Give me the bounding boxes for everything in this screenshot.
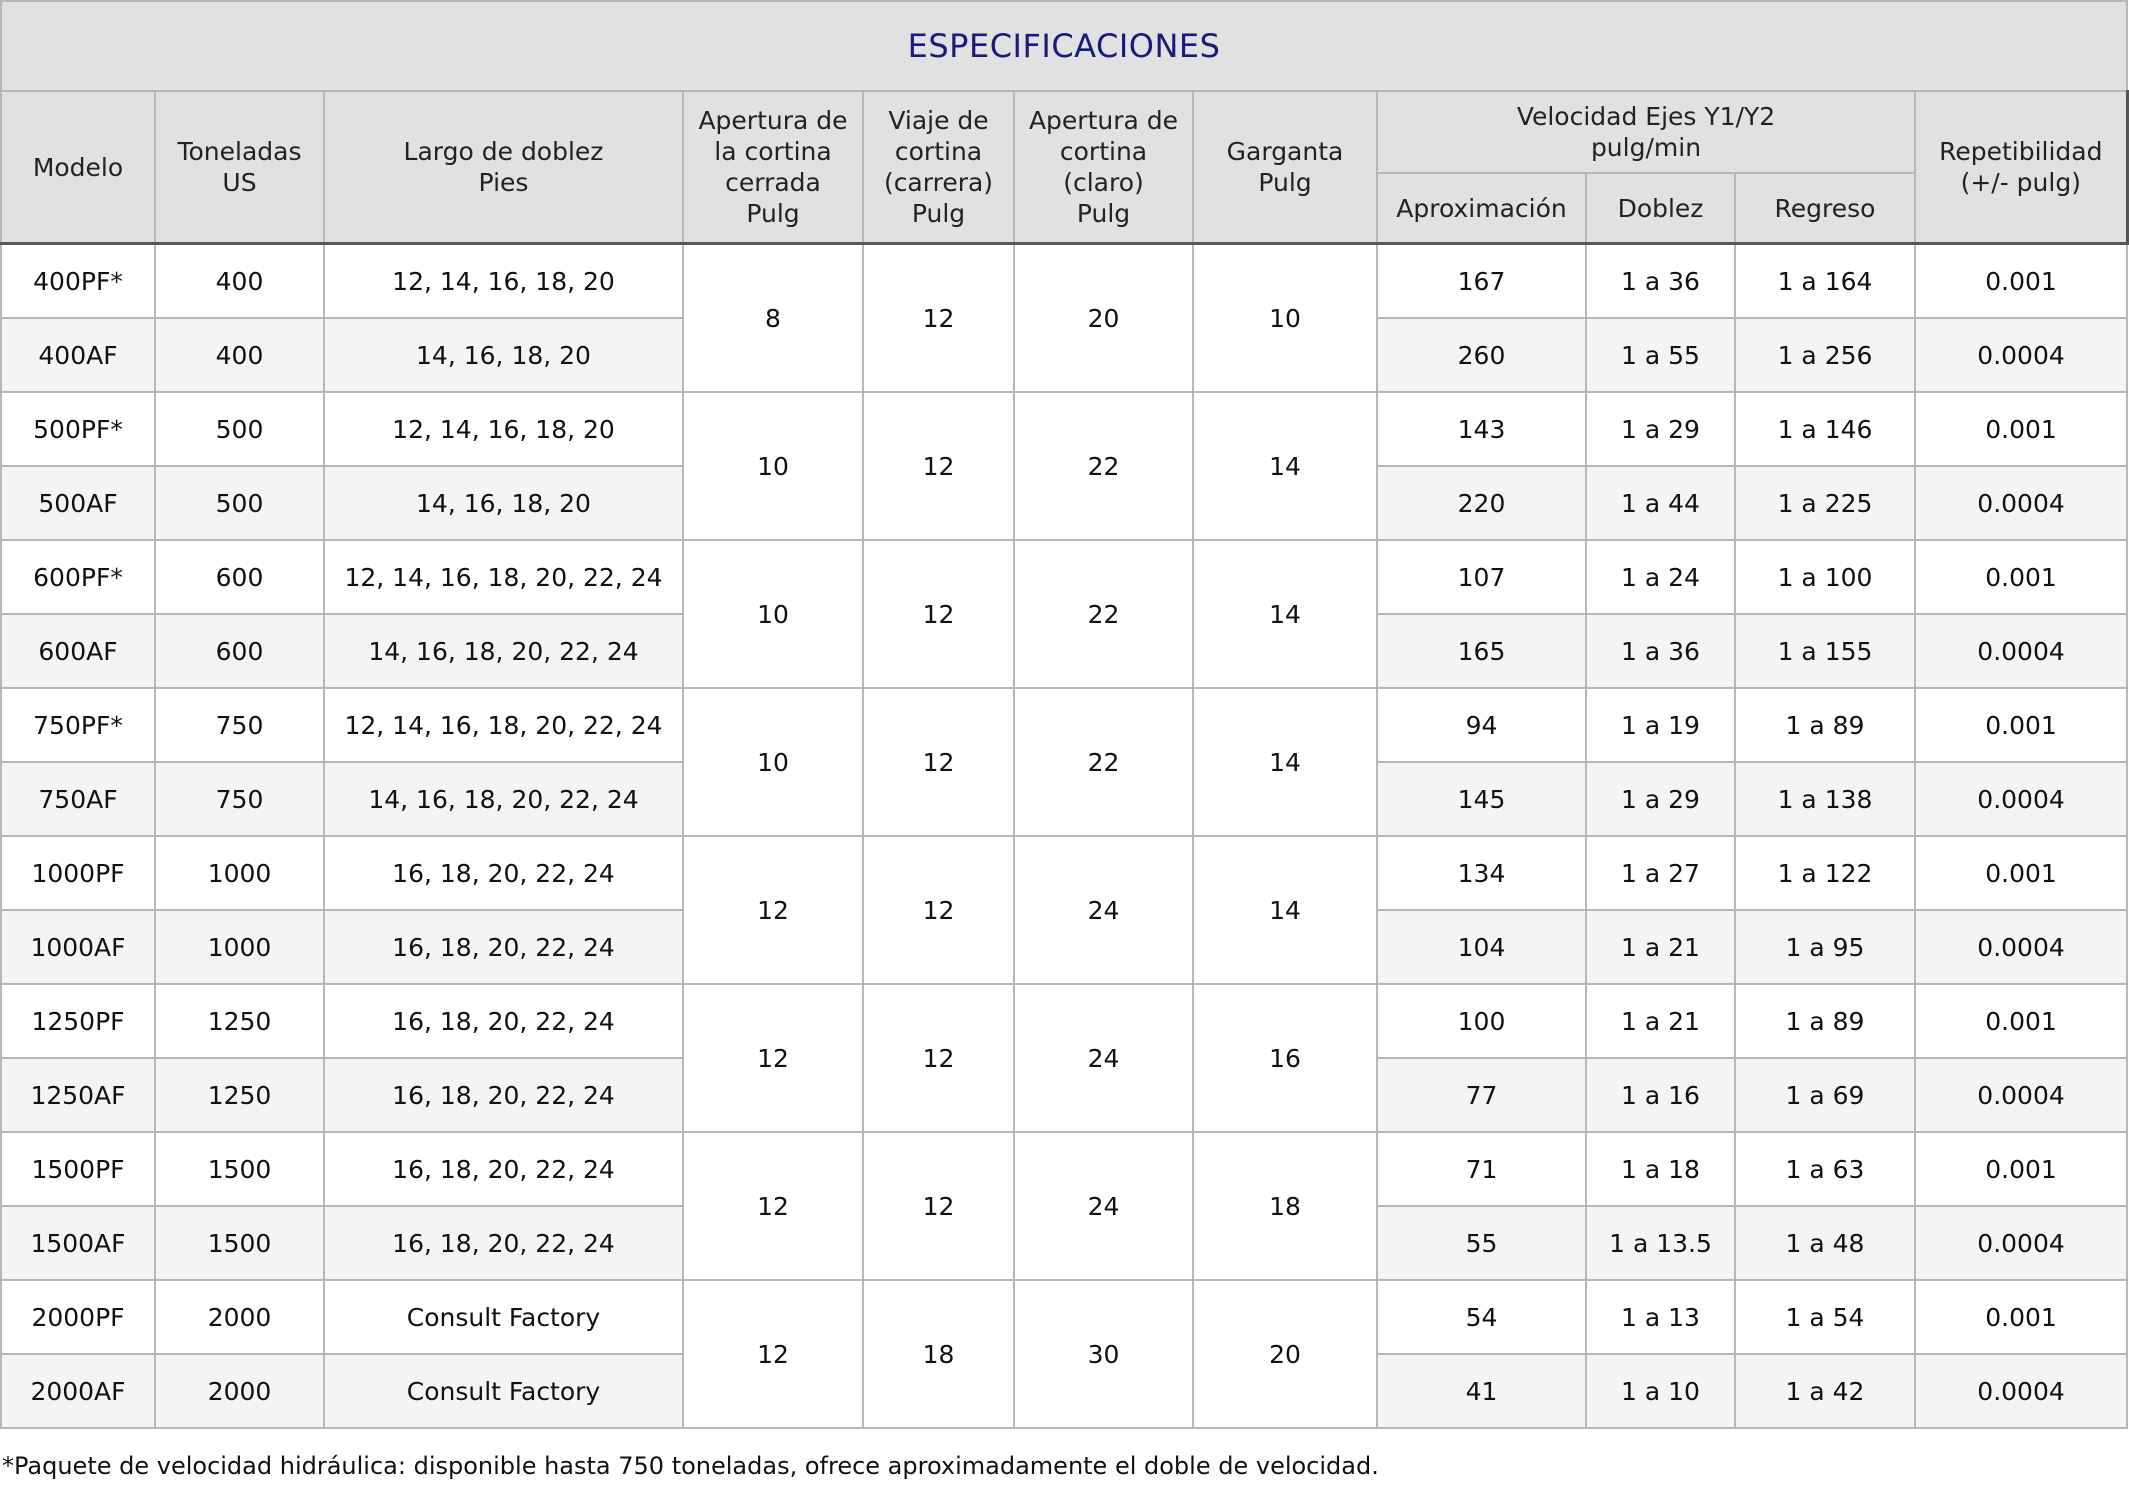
cell-regreso: 1 a 69 bbox=[1735, 1058, 1915, 1132]
header-repetibilidad bbox=[1915, 91, 2127, 244]
header-line: Pies bbox=[478, 168, 529, 197]
cell-modelo: 1250AF bbox=[1, 1058, 155, 1132]
cell-doblez: 1 a 36 bbox=[1586, 244, 1735, 319]
header-line: Toneladas bbox=[177, 137, 302, 166]
cell-doblez: 1 a 21 bbox=[1586, 910, 1735, 984]
header-toneladas bbox=[155, 91, 324, 244]
cell-modelo: 2000AF bbox=[1, 1354, 155, 1428]
cell-aproximacion: 260 bbox=[1377, 318, 1586, 392]
footnote: *Paquete de velocidad hidráulica: disponible hasta 750 toneladas, ofrece aproximadamente el doble de velocidad. bbox=[2, 1452, 1379, 1480]
cell-regreso: 1 a 89 bbox=[1735, 688, 1915, 762]
cell-aproximacion: 100 bbox=[1377, 984, 1586, 1058]
cell-largo-doblez: 16, 18, 20, 22, 24 bbox=[324, 984, 683, 1058]
header-modelo: Modelo bbox=[1, 91, 155, 244]
cell-regreso: 1 a 122 bbox=[1735, 836, 1915, 910]
cell-viaje: 12 bbox=[863, 244, 1014, 393]
cell-apertura-claro: 30 bbox=[1014, 1280, 1193, 1428]
cell-doblez: 1 a 18 bbox=[1586, 1132, 1735, 1206]
table-row bbox=[1, 540, 2127, 614]
header-line: Repetibilidad bbox=[1939, 137, 2103, 166]
cell-toneladas: 1000 bbox=[155, 910, 324, 984]
cell-aproximacion: 165 bbox=[1377, 614, 1586, 688]
cell-apertura-cerrada: 12 bbox=[683, 1280, 863, 1428]
cell-doblez: 1 a 29 bbox=[1586, 392, 1735, 466]
cell-largo-doblez: 16, 18, 20, 22, 24 bbox=[324, 836, 683, 910]
cell-viaje: 12 bbox=[863, 984, 1014, 1132]
cell-doblez: 1 a 19 bbox=[1586, 688, 1735, 762]
cell-aproximacion: 220 bbox=[1377, 466, 1586, 540]
cell-regreso: 1 a 146 bbox=[1735, 392, 1915, 466]
cell-toneladas: 1250 bbox=[155, 984, 324, 1058]
cell-modelo: 400AF bbox=[1, 318, 155, 392]
cell-doblez: 1 a 21 bbox=[1586, 984, 1735, 1058]
cell-apertura-claro: 22 bbox=[1014, 392, 1193, 540]
cell-toneladas: 2000 bbox=[155, 1354, 324, 1428]
cell-garganta: 14 bbox=[1193, 836, 1377, 984]
cell-aproximacion: 104 bbox=[1377, 910, 1586, 984]
header-line: cerrada bbox=[725, 168, 821, 197]
cell-aproximacion: 41 bbox=[1377, 1354, 1586, 1428]
header-line: (claro) bbox=[1063, 168, 1144, 197]
cell-modelo: 500PF* bbox=[1, 392, 155, 466]
cell-aproximacion: 143 bbox=[1377, 392, 1586, 466]
cell-regreso: 1 a 225 bbox=[1735, 466, 1915, 540]
cell-modelo: 1000AF bbox=[1, 910, 155, 984]
cell-regreso: 1 a 164 bbox=[1735, 244, 1915, 319]
cell-modelo: 2000PF bbox=[1, 1280, 155, 1354]
cell-apertura-cerrada: 10 bbox=[683, 392, 863, 540]
cell-regreso: 1 a 138 bbox=[1735, 762, 1915, 836]
cell-toneladas: 750 bbox=[155, 762, 324, 836]
cell-repetibilidad: 0.001 bbox=[1915, 688, 2127, 762]
cell-modelo: 400PF* bbox=[1, 244, 155, 319]
cell-repetibilidad: 0.001 bbox=[1915, 244, 2127, 319]
table-row bbox=[1, 244, 2127, 319]
header-regreso: Regreso bbox=[1735, 173, 1915, 244]
cell-doblez: 1 a 44 bbox=[1586, 466, 1735, 540]
cell-toneladas: 1500 bbox=[155, 1206, 324, 1280]
cell-apertura-claro: 24 bbox=[1014, 984, 1193, 1132]
cell-apertura-claro: 22 bbox=[1014, 540, 1193, 688]
cell-aproximacion: 145 bbox=[1377, 762, 1586, 836]
table-row bbox=[1, 1132, 2127, 1206]
header-line: pulg/min bbox=[1590, 133, 1702, 162]
cell-garganta: 14 bbox=[1193, 540, 1377, 688]
cell-repetibilidad: 0.0004 bbox=[1915, 910, 2127, 984]
cell-apertura-cerrada: 10 bbox=[683, 688, 863, 836]
header-line: Viaje de bbox=[888, 106, 989, 135]
cell-repetibilidad: 0.001 bbox=[1915, 1280, 2127, 1354]
cell-viaje: 12 bbox=[863, 1132, 1014, 1280]
header-doblez: Doblez bbox=[1586, 173, 1735, 244]
cell-doblez: 1 a 13.5 bbox=[1586, 1206, 1735, 1280]
cell-repetibilidad: 0.001 bbox=[1915, 1132, 2127, 1206]
cell-regreso: 1 a 89 bbox=[1735, 984, 1915, 1058]
cell-modelo: 1000PF bbox=[1, 836, 155, 910]
cell-repetibilidad: 0.0004 bbox=[1915, 1058, 2127, 1132]
cell-repetibilidad: 0.0004 bbox=[1915, 614, 2127, 688]
header-line: Pulg bbox=[1076, 199, 1131, 228]
cell-garganta: 20 bbox=[1193, 1280, 1377, 1428]
cell-garganta: 10 bbox=[1193, 244, 1377, 393]
cell-largo-doblez: 14, 16, 18, 20 bbox=[324, 318, 683, 392]
header-garganta bbox=[1193, 91, 1377, 244]
header-line: (carrera) bbox=[883, 168, 994, 197]
cell-doblez: 1 a 29 bbox=[1586, 762, 1735, 836]
cell-regreso: 1 a 95 bbox=[1735, 910, 1915, 984]
cell-garganta: 14 bbox=[1193, 392, 1377, 540]
cell-garganta: 18 bbox=[1193, 1132, 1377, 1280]
header-aproximacion: Aproximación bbox=[1377, 173, 1586, 244]
header-line: Pulg bbox=[1258, 168, 1312, 197]
cell-toneladas: 400 bbox=[155, 244, 324, 319]
cell-toneladas: 750 bbox=[155, 688, 324, 762]
cell-largo-doblez: 12, 14, 16, 18, 20, 22, 24 bbox=[324, 688, 683, 762]
cell-largo-doblez: 12, 14, 16, 18, 20, 22, 24 bbox=[324, 540, 683, 614]
cell-garganta: 16 bbox=[1193, 984, 1377, 1132]
cell-modelo: 1250PF bbox=[1, 984, 155, 1058]
cell-doblez: 1 a 36 bbox=[1586, 614, 1735, 688]
cell-toneladas: 2000 bbox=[155, 1280, 324, 1354]
cell-aproximacion: 107 bbox=[1377, 540, 1586, 614]
cell-aproximacion: 134 bbox=[1377, 836, 1586, 910]
cell-regreso: 1 a 48 bbox=[1735, 1206, 1915, 1280]
cell-modelo: 1500AF bbox=[1, 1206, 155, 1280]
cell-regreso: 1 a 256 bbox=[1735, 318, 1915, 392]
header-line: Velocidad Ejes Y1/Y2 bbox=[1516, 102, 1776, 131]
header-line: (+/- pulg) bbox=[1960, 168, 2081, 197]
cell-largo-doblez: 12, 14, 16, 18, 20 bbox=[324, 392, 683, 466]
cell-viaje: 12 bbox=[863, 836, 1014, 984]
header-line: Largo de doblez bbox=[403, 137, 604, 166]
cell-regreso: 1 a 155 bbox=[1735, 614, 1915, 688]
cell-toneladas: 1000 bbox=[155, 836, 324, 910]
cell-toneladas: 500 bbox=[155, 392, 324, 466]
table-row bbox=[1, 688, 2127, 762]
cell-modelo: 1500PF bbox=[1, 1132, 155, 1206]
header-line: la cortina bbox=[714, 137, 832, 166]
cell-doblez: 1 a 24 bbox=[1586, 540, 1735, 614]
cell-modelo: 600AF bbox=[1, 614, 155, 688]
cell-apertura-cerrada: 10 bbox=[683, 540, 863, 688]
cell-regreso: 1 a 54 bbox=[1735, 1280, 1915, 1354]
cell-largo-doblez: Consult Factory bbox=[324, 1354, 683, 1428]
cell-largo-doblez: 16, 18, 20, 22, 24 bbox=[324, 1132, 683, 1206]
cell-apertura-claro: 24 bbox=[1014, 1132, 1193, 1280]
header-apertura-cerrada bbox=[683, 91, 863, 244]
cell-apertura-cerrada: 12 bbox=[683, 836, 863, 984]
cell-apertura-cerrada: 12 bbox=[683, 984, 863, 1132]
table-row bbox=[1, 984, 2127, 1058]
cell-largo-doblez: 14, 16, 18, 20, 22, 24 bbox=[324, 614, 683, 688]
cell-largo-doblez: 16, 18, 20, 22, 24 bbox=[324, 910, 683, 984]
cell-toneladas: 400 bbox=[155, 318, 324, 392]
cell-doblez: 1 a 10 bbox=[1586, 1354, 1735, 1428]
table-body bbox=[1, 244, 2127, 1429]
cell-modelo: 500AF bbox=[1, 466, 155, 540]
cell-apertura-cerrada: 12 bbox=[683, 1132, 863, 1280]
cell-aproximacion: 54 bbox=[1377, 1280, 1586, 1354]
cell-doblez: 1 a 13 bbox=[1586, 1280, 1735, 1354]
cell-apertura-claro: 20 bbox=[1014, 244, 1193, 393]
cell-apertura-claro: 24 bbox=[1014, 836, 1193, 984]
cell-repetibilidad: 0.0004 bbox=[1915, 1354, 2127, 1428]
cell-viaje: 12 bbox=[863, 540, 1014, 688]
cell-repetibilidad: 0.001 bbox=[1915, 836, 2127, 910]
cell-modelo: 600PF* bbox=[1, 540, 155, 614]
header-largo-doblez bbox=[324, 91, 683, 244]
header-line: Pulg bbox=[746, 199, 800, 228]
cell-aproximacion: 167 bbox=[1377, 244, 1586, 319]
header-line: Pulg bbox=[911, 199, 966, 228]
cell-largo-doblez: 16, 18, 20, 22, 24 bbox=[324, 1058, 683, 1132]
cell-largo-doblez: 12, 14, 16, 18, 20 bbox=[324, 244, 683, 319]
cell-regreso: 1 a 63 bbox=[1735, 1132, 1915, 1206]
cell-aproximacion: 71 bbox=[1377, 1132, 1586, 1206]
cell-repetibilidad: 0.0004 bbox=[1915, 762, 2127, 836]
cell-largo-doblez: 14, 16, 18, 20, 22, 24 bbox=[324, 762, 683, 836]
header-viaje-cortina bbox=[863, 91, 1014, 244]
header-line: Apertura de bbox=[1028, 106, 1179, 135]
header-line: cortina bbox=[1059, 137, 1148, 166]
cell-largo-doblez: 14, 16, 18, 20 bbox=[324, 466, 683, 540]
cell-repetibilidad: 0.0004 bbox=[1915, 318, 2127, 392]
header-line: cortina bbox=[894, 137, 983, 166]
header-line: Apertura de bbox=[698, 106, 848, 135]
header-apertura-claro bbox=[1014, 91, 1193, 244]
cell-toneladas: 500 bbox=[155, 466, 324, 540]
cell-garganta: 14 bbox=[1193, 688, 1377, 836]
cell-doblez: 1 a 16 bbox=[1586, 1058, 1735, 1132]
cell-regreso: 1 a 100 bbox=[1735, 540, 1915, 614]
cell-repetibilidad: 0.0004 bbox=[1915, 1206, 2127, 1280]
table-row bbox=[1, 836, 2127, 910]
cell-regreso: 1 a 42 bbox=[1735, 1354, 1915, 1428]
table-row bbox=[1, 392, 2127, 466]
cell-aproximacion: 94 bbox=[1377, 688, 1586, 762]
cell-largo-doblez: Consult Factory bbox=[324, 1280, 683, 1354]
cell-toneladas: 1500 bbox=[155, 1132, 324, 1206]
cell-doblez: 1 a 27 bbox=[1586, 836, 1735, 910]
cell-toneladas: 600 bbox=[155, 540, 324, 614]
cell-aproximacion: 77 bbox=[1377, 1058, 1586, 1132]
cell-apertura-cerrada: 8 bbox=[683, 244, 863, 393]
header-line: US bbox=[222, 168, 257, 197]
header-velocidad bbox=[1377, 91, 1915, 173]
cell-repetibilidad: 0.001 bbox=[1915, 984, 2127, 1058]
cell-aproximacion: 55 bbox=[1377, 1206, 1586, 1280]
cell-repetibilidad: 0.001 bbox=[1915, 540, 2127, 614]
cell-apertura-claro: 22 bbox=[1014, 688, 1193, 836]
cell-viaje: 12 bbox=[863, 392, 1014, 540]
cell-repetibilidad: 0.001 bbox=[1915, 392, 2127, 466]
cell-toneladas: 1250 bbox=[155, 1058, 324, 1132]
header-line: Garganta bbox=[1226, 137, 1344, 166]
cell-repetibilidad: 0.0004 bbox=[1915, 466, 2127, 540]
table-title: ESPECIFICACIONES bbox=[1, 1, 2127, 91]
table-row bbox=[1, 1280, 2127, 1354]
cell-viaje: 18 bbox=[863, 1280, 1014, 1428]
cell-largo-doblez: 16, 18, 20, 22, 24 bbox=[324, 1206, 683, 1280]
cell-doblez: 1 a 55 bbox=[1586, 318, 1735, 392]
cell-modelo: 750AF bbox=[1, 762, 155, 836]
cell-viaje: 12 bbox=[863, 688, 1014, 836]
cell-modelo: 750PF* bbox=[1, 688, 155, 762]
cell-toneladas: 600 bbox=[155, 614, 324, 688]
